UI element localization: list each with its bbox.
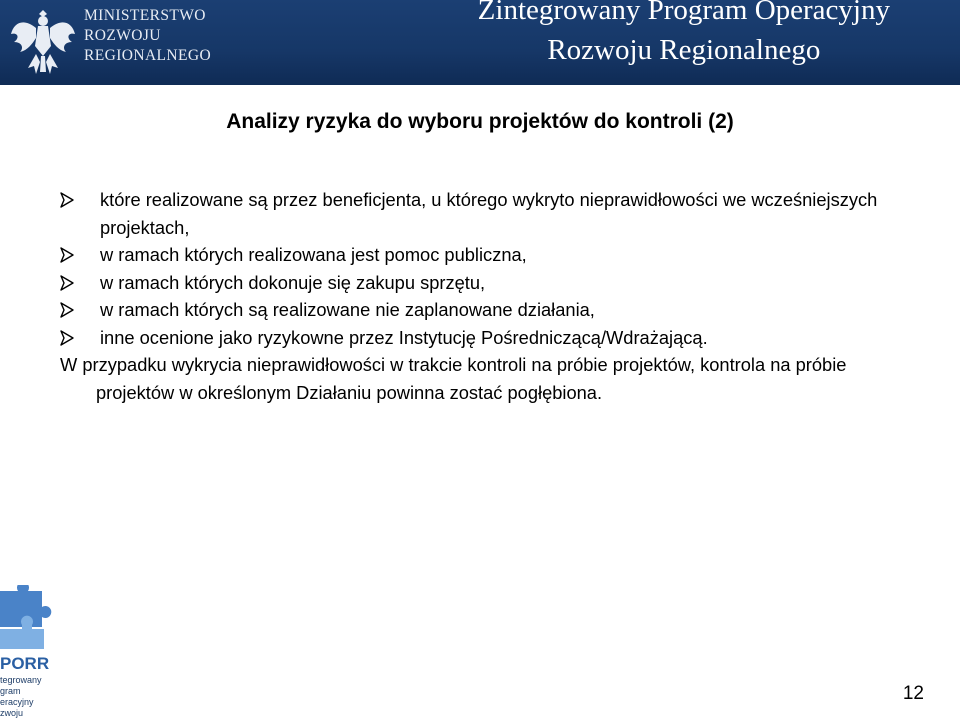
ministry-line-3: REGIONALNEGO [84, 47, 212, 64]
program-line-2: Rozwoju Regionalnego [547, 34, 821, 66]
eagle-emblem-icon [8, 4, 78, 78]
porr-sub-line: tegrowany [0, 675, 42, 685]
header-banner [0, 0, 960, 85]
slide-content [60, 186, 920, 406]
bullet-text: w ramach których dokonuje się zakupu sprzętu, [100, 271, 486, 293]
ministry-line-1: MINISTERSTWO [84, 7, 206, 24]
arrow-bullet-icon [60, 247, 74, 263]
ministry-line-2: ROZWOJU [84, 27, 161, 44]
porr-sub-line: zwoju [0, 708, 24, 718]
bullet-text: które realizowane są przez beneficjenta, u którego wykryto nieprawidłowości we wcześniejszych projektach, [100, 189, 878, 238]
summary-paragraph: W przypadku wykrycia nieprawidłowości w trakcie kontroli na próbie projektów, kontrola na próbie projektów w określonym Działaniu powinna zostać pogłębiona. [60, 354, 847, 403]
porr-logo-subtitle [0, 675, 42, 719]
bullet-item [60, 269, 920, 297]
arrow-bullet-icon [60, 192, 74, 208]
program-line-1: Zintegrowany Program Operacyjny [477, 0, 890, 26]
page-number: 12 [902, 683, 924, 704]
bullet-item [60, 186, 920, 241]
ministry-name [84, 6, 211, 66]
bullet-text: w ramach których są realizowane nie zaplanowane działania, [100, 299, 595, 320]
bullet-item [60, 296, 920, 324]
bullet-item [60, 324, 920, 352]
program-name [478, 0, 890, 70]
porr-sub-line: gram [0, 686, 21, 696]
arrow-bullet-icon [60, 275, 74, 291]
bullet-text: w ramach których realizowana jest pomoc publiczna, [100, 244, 527, 265]
arrow-bullet-icon [60, 330, 74, 346]
porr-logo-text: PORR [0, 654, 50, 673]
slide-title: Analizy ryzyka do wyboru projektów do kontroli (2) [226, 110, 734, 133]
porr-sub-line: eracyjny [0, 697, 34, 707]
arrow-bullet-icon [60, 302, 74, 318]
bullet-item [60, 241, 920, 269]
bullet-text: inne ocenione jako ryzykowne przez Instytucję Pośredniczącą/Wdrażającą. [100, 326, 708, 348]
